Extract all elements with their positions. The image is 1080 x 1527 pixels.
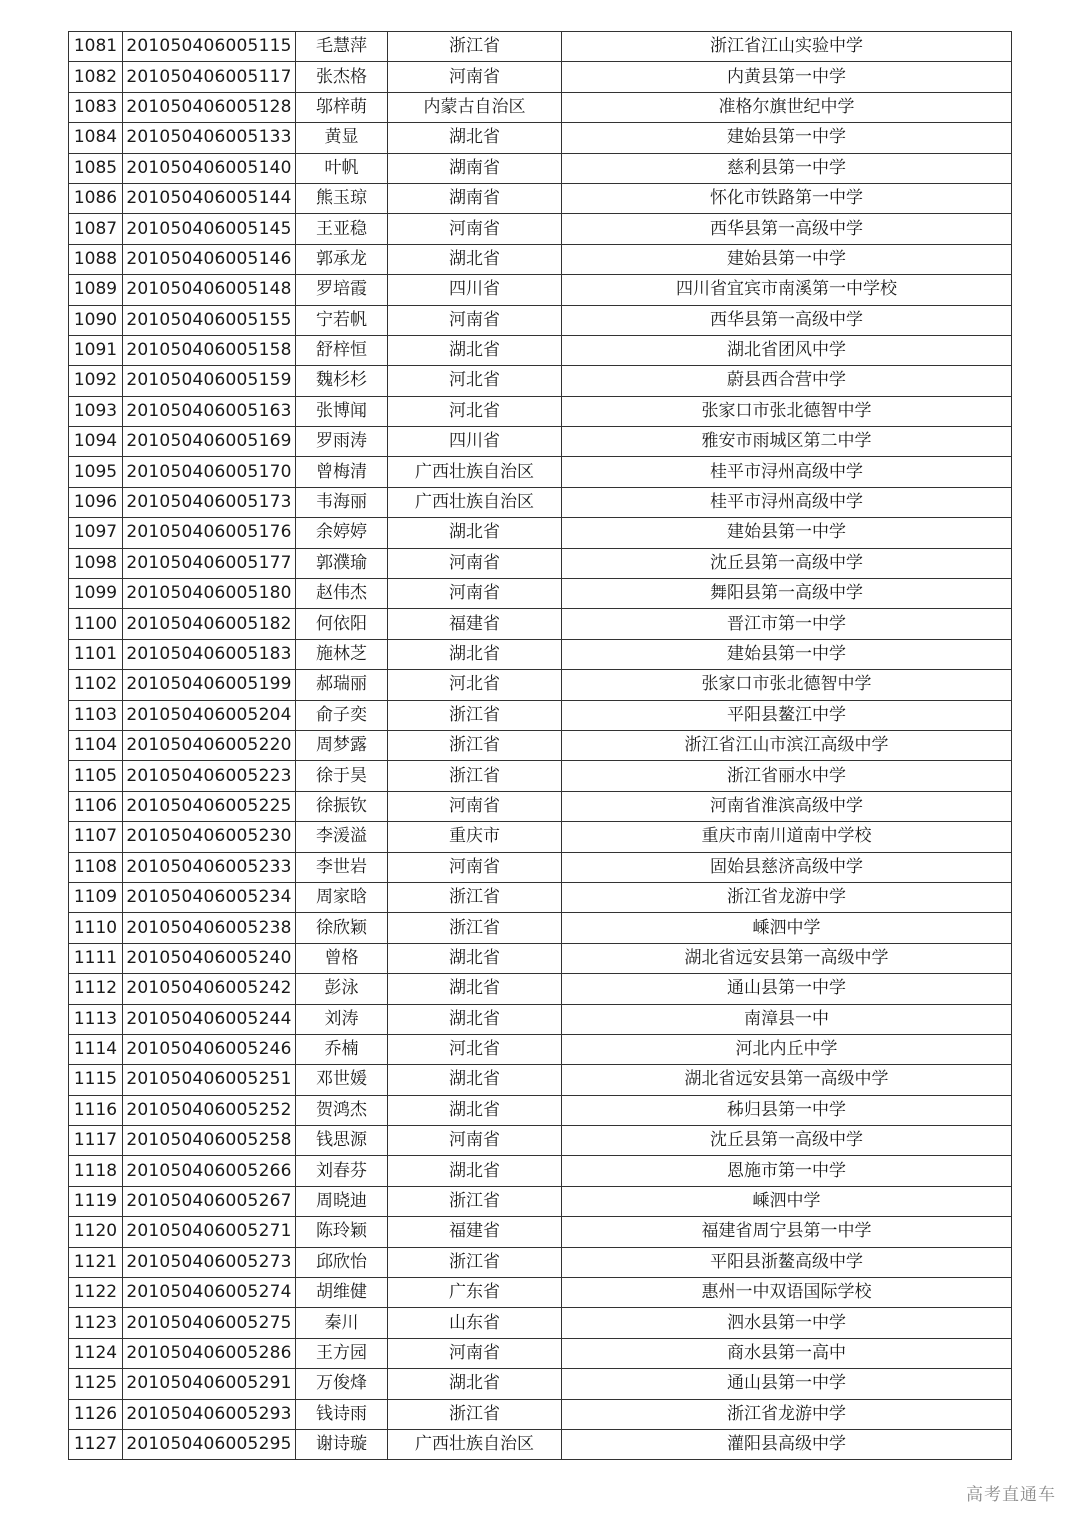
school-cell: 重庆市南川道南中学校 — [562, 822, 1012, 852]
row-number-cell: 1122 — [69, 1278, 123, 1308]
row-number-cell: 1098 — [69, 548, 123, 578]
province-cell: 广东省 — [388, 1278, 562, 1308]
table-row — [69, 730, 1012, 760]
table-row — [69, 974, 1012, 1004]
student-name-cell: 赵伟杰 — [296, 579, 388, 609]
school-cell: 建始县第一中学 — [562, 518, 1012, 548]
school-cell: 浙江省江山市滨江高级中学 — [562, 730, 1012, 760]
exam-id-cell: 201050406005293 — [123, 1399, 296, 1429]
school-cell: 西华县第一高级中学 — [562, 305, 1012, 335]
school-cell: 西华县第一高级中学 — [562, 214, 1012, 244]
table-row — [69, 639, 1012, 669]
exam-id-cell: 201050406005133 — [123, 123, 296, 153]
row-number-cell: 1086 — [69, 183, 123, 213]
province-cell: 浙江省 — [388, 1399, 562, 1429]
student-name-cell: 钱诗雨 — [296, 1399, 388, 1429]
table-row — [69, 913, 1012, 943]
exam-id-cell: 201050406005295 — [123, 1429, 296, 1459]
student-name-cell: 黄显 — [296, 123, 388, 153]
exam-id-cell: 201050406005140 — [123, 153, 296, 183]
exam-id-cell: 201050406005170 — [123, 457, 296, 487]
exam-id-cell: 201050406005266 — [123, 1156, 296, 1186]
province-cell: 浙江省 — [388, 761, 562, 791]
province-cell: 广西壮族自治区 — [388, 457, 562, 487]
table-row — [69, 579, 1012, 609]
student-name-cell: 宁若帆 — [296, 305, 388, 335]
exam-id-cell: 201050406005244 — [123, 1004, 296, 1034]
province-cell: 湖北省 — [388, 123, 562, 153]
row-number-cell: 1119 — [69, 1186, 123, 1216]
exam-id-cell: 201050406005234 — [123, 882, 296, 912]
province-cell: 湖北省 — [388, 518, 562, 548]
province-cell: 四川省 — [388, 275, 562, 305]
table-row — [69, 123, 1012, 153]
school-cell: 晋江市第一中学 — [562, 609, 1012, 639]
school-cell: 平阳县浙鳌高级中学 — [562, 1247, 1012, 1277]
student-name-cell: 乔楠 — [296, 1034, 388, 1064]
student-name-cell: 刘涛 — [296, 1004, 388, 1034]
student-name-cell: 周梦露 — [296, 730, 388, 760]
exam-id-cell: 201050406005128 — [123, 92, 296, 122]
table-row — [69, 1095, 1012, 1125]
student-name-cell: 罗雨涛 — [296, 427, 388, 457]
table-row — [69, 1247, 1012, 1277]
exam-id-cell: 201050406005148 — [123, 275, 296, 305]
student-name-cell: 郭濮瑜 — [296, 548, 388, 578]
school-cell: 四川省宜宾市南溪第一中学校 — [562, 275, 1012, 305]
table-row — [69, 761, 1012, 791]
school-cell: 秭归县第一中学 — [562, 1095, 1012, 1125]
student-name-cell: 余婷婷 — [296, 518, 388, 548]
table-row — [69, 92, 1012, 122]
exam-id-cell: 201050406005252 — [123, 1095, 296, 1125]
row-number-cell: 1083 — [69, 92, 123, 122]
row-number-cell: 1101 — [69, 639, 123, 669]
row-number-cell: 1097 — [69, 518, 123, 548]
row-number-cell: 1110 — [69, 913, 123, 943]
province-cell: 湖北省 — [388, 1065, 562, 1095]
row-number-cell: 1088 — [69, 244, 123, 274]
roster-table-container — [68, 31, 1011, 1460]
row-number-cell: 1091 — [69, 335, 123, 365]
table-row — [69, 882, 1012, 912]
exam-id-cell: 201050406005115 — [123, 32, 296, 62]
exam-id-cell: 201050406005183 — [123, 639, 296, 669]
province-cell: 湖北省 — [388, 974, 562, 1004]
table-row — [69, 214, 1012, 244]
table-row — [69, 305, 1012, 335]
row-number-cell: 1082 — [69, 62, 123, 92]
school-cell: 慈利县第一中学 — [562, 153, 1012, 183]
row-number-cell: 1121 — [69, 1247, 123, 1277]
school-cell: 通山县第一中学 — [562, 974, 1012, 1004]
school-cell: 福建省周宁县第一中学 — [562, 1217, 1012, 1247]
exam-id-cell: 201050406005169 — [123, 427, 296, 457]
student-name-cell: 俞子奕 — [296, 700, 388, 730]
student-name-cell: 王亚稳 — [296, 214, 388, 244]
school-cell: 嵊泗中学 — [562, 913, 1012, 943]
row-number-cell: 1107 — [69, 822, 123, 852]
row-number-cell: 1100 — [69, 609, 123, 639]
row-number-cell: 1087 — [69, 214, 123, 244]
exam-id-cell: 201050406005238 — [123, 913, 296, 943]
school-cell: 南漳县一中 — [562, 1004, 1012, 1034]
exam-id-cell: 201050406005155 — [123, 305, 296, 335]
table-row — [69, 1399, 1012, 1429]
roster-table-body — [69, 32, 1012, 1460]
row-number-cell: 1102 — [69, 670, 123, 700]
school-cell: 桂平市浔州高级中学 — [562, 487, 1012, 517]
school-cell: 怀化市铁路第一中学 — [562, 183, 1012, 213]
exam-id-cell: 201050406005173 — [123, 487, 296, 517]
province-cell: 湖南省 — [388, 183, 562, 213]
row-number-cell: 1126 — [69, 1399, 123, 1429]
table-row — [69, 1186, 1012, 1216]
student-name-cell: 张杰格 — [296, 62, 388, 92]
province-cell: 河南省 — [388, 1126, 562, 1156]
table-row — [69, 335, 1012, 365]
province-cell: 湖北省 — [388, 335, 562, 365]
exam-id-cell: 201050406005177 — [123, 548, 296, 578]
school-cell: 桂平市浔州高级中学 — [562, 457, 1012, 487]
province-cell: 河南省 — [388, 214, 562, 244]
table-row — [69, 852, 1012, 882]
province-cell: 广西壮族自治区 — [388, 487, 562, 517]
row-number-cell: 1125 — [69, 1369, 123, 1399]
student-name-cell: 韦海丽 — [296, 487, 388, 517]
row-number-cell: 1094 — [69, 427, 123, 457]
school-cell: 湖北省远安县第一高级中学 — [562, 1065, 1012, 1095]
student-name-cell: 陈玲颖 — [296, 1217, 388, 1247]
table-row — [69, 32, 1012, 62]
student-name-cell: 郝瑞丽 — [296, 670, 388, 700]
table-row — [69, 366, 1012, 396]
school-cell: 灌阳县高级中学 — [562, 1429, 1012, 1459]
province-cell: 湖北省 — [388, 1156, 562, 1186]
table-row — [69, 1217, 1012, 1247]
student-name-cell: 徐于昊 — [296, 761, 388, 791]
school-cell: 舞阳县第一高级中学 — [562, 579, 1012, 609]
province-cell: 湖北省 — [388, 1095, 562, 1125]
province-cell: 河南省 — [388, 791, 562, 821]
table-row — [69, 1004, 1012, 1034]
student-name-cell: 曾格 — [296, 943, 388, 973]
exam-id-cell: 201050406005273 — [123, 1247, 296, 1277]
row-number-cell: 1081 — [69, 32, 123, 62]
province-cell: 河北省 — [388, 1034, 562, 1064]
province-cell: 福建省 — [388, 609, 562, 639]
student-name-cell: 徐振钦 — [296, 791, 388, 821]
table-row — [69, 518, 1012, 548]
province-cell: 浙江省 — [388, 1247, 562, 1277]
row-number-cell: 1123 — [69, 1308, 123, 1338]
student-name-cell: 魏杉杉 — [296, 366, 388, 396]
province-cell: 湖北省 — [388, 639, 562, 669]
student-name-cell: 曾梅清 — [296, 457, 388, 487]
province-cell: 福建省 — [388, 1217, 562, 1247]
table-row — [69, 1429, 1012, 1459]
exam-id-cell: 201050406005145 — [123, 214, 296, 244]
table-row — [69, 1308, 1012, 1338]
student-name-cell: 叶帆 — [296, 153, 388, 183]
school-cell: 泗水县第一中学 — [562, 1308, 1012, 1338]
exam-id-cell: 201050406005275 — [123, 1308, 296, 1338]
exam-id-cell: 201050406005163 — [123, 396, 296, 426]
province-cell: 浙江省 — [388, 882, 562, 912]
student-name-cell: 周晓迪 — [296, 1186, 388, 1216]
province-cell: 河南省 — [388, 305, 562, 335]
row-number-cell: 1124 — [69, 1338, 123, 1368]
student-name-cell: 邓世媛 — [296, 1065, 388, 1095]
exam-id-cell: 201050406005286 — [123, 1338, 296, 1368]
table-row — [69, 548, 1012, 578]
exam-id-cell: 201050406005220 — [123, 730, 296, 760]
school-cell: 建始县第一中学 — [562, 123, 1012, 153]
table-row — [69, 244, 1012, 274]
province-cell: 河北省 — [388, 396, 562, 426]
student-name-cell: 周家晗 — [296, 882, 388, 912]
province-cell: 河北省 — [388, 366, 562, 396]
province-cell: 湖北省 — [388, 1004, 562, 1034]
exam-id-cell: 201050406005176 — [123, 518, 296, 548]
province-cell: 浙江省 — [388, 32, 562, 62]
province-cell: 四川省 — [388, 427, 562, 457]
row-number-cell: 1113 — [69, 1004, 123, 1034]
school-cell: 浙江省龙游中学 — [562, 882, 1012, 912]
province-cell: 河南省 — [388, 579, 562, 609]
student-name-cell: 李湲溢 — [296, 822, 388, 852]
student-name-cell: 胡维健 — [296, 1278, 388, 1308]
roster-table — [68, 31, 1012, 1460]
exam-id-cell: 201050406005223 — [123, 761, 296, 791]
exam-id-cell: 201050406005230 — [123, 822, 296, 852]
student-name-cell: 刘春芬 — [296, 1156, 388, 1186]
row-number-cell: 1096 — [69, 487, 123, 517]
exam-id-cell: 201050406005199 — [123, 670, 296, 700]
student-name-cell: 邬梓萌 — [296, 92, 388, 122]
student-name-cell: 万俊烽 — [296, 1369, 388, 1399]
province-cell: 河南省 — [388, 1338, 562, 1368]
school-cell: 浙江省丽水中学 — [562, 761, 1012, 791]
school-cell: 浙江省江山实验中学 — [562, 32, 1012, 62]
row-number-cell: 1114 — [69, 1034, 123, 1064]
student-name-cell: 罗培霞 — [296, 275, 388, 305]
table-row — [69, 427, 1012, 457]
exam-id-cell: 201050406005233 — [123, 852, 296, 882]
row-number-cell: 1108 — [69, 852, 123, 882]
watermark: 高考直通车 — [966, 1485, 1056, 1505]
province-cell: 湖南省 — [388, 153, 562, 183]
province-cell: 浙江省 — [388, 700, 562, 730]
table-row — [69, 670, 1012, 700]
row-number-cell: 1092 — [69, 366, 123, 396]
student-name-cell: 郭承龙 — [296, 244, 388, 274]
school-cell: 雅安市雨城区第二中学 — [562, 427, 1012, 457]
row-number-cell: 1090 — [69, 305, 123, 335]
row-number-cell: 1095 — [69, 457, 123, 487]
school-cell: 固始县慈济高级中学 — [562, 852, 1012, 882]
student-name-cell: 秦川 — [296, 1308, 388, 1338]
table-row — [69, 791, 1012, 821]
table-row — [69, 700, 1012, 730]
row-number-cell: 1085 — [69, 153, 123, 183]
row-number-cell: 1127 — [69, 1429, 123, 1459]
exam-id-cell: 201050406005144 — [123, 183, 296, 213]
student-name-cell: 贺鸿杰 — [296, 1095, 388, 1125]
table-row — [69, 1126, 1012, 1156]
exam-id-cell: 201050406005159 — [123, 366, 296, 396]
table-row — [69, 487, 1012, 517]
row-number-cell: 1104 — [69, 730, 123, 760]
student-name-cell: 彭泳 — [296, 974, 388, 1004]
school-cell: 平阳县鳌江中学 — [562, 700, 1012, 730]
school-cell: 沈丘县第一高级中学 — [562, 548, 1012, 578]
row-number-cell: 1111 — [69, 943, 123, 973]
row-number-cell: 1103 — [69, 700, 123, 730]
table-row — [69, 183, 1012, 213]
row-number-cell: 1115 — [69, 1065, 123, 1095]
school-cell: 河南省淮滨高级中学 — [562, 791, 1012, 821]
exam-id-cell: 201050406005267 — [123, 1186, 296, 1216]
table-row — [69, 1369, 1012, 1399]
school-cell: 惠州一中双语国际学校 — [562, 1278, 1012, 1308]
student-name-cell: 李世岩 — [296, 852, 388, 882]
province-cell: 浙江省 — [388, 913, 562, 943]
province-cell: 浙江省 — [388, 1186, 562, 1216]
school-cell: 建始县第一中学 — [562, 244, 1012, 274]
table-row — [69, 822, 1012, 852]
table-row — [69, 62, 1012, 92]
row-number-cell: 1117 — [69, 1126, 123, 1156]
province-cell: 河南省 — [388, 548, 562, 578]
province-cell: 浙江省 — [388, 730, 562, 760]
school-cell: 蔚县西合营中学 — [562, 366, 1012, 396]
school-cell: 通山县第一中学 — [562, 1369, 1012, 1399]
row-number-cell: 1084 — [69, 123, 123, 153]
table-row — [69, 1278, 1012, 1308]
student-name-cell: 王方园 — [296, 1338, 388, 1368]
student-name-cell: 徐欣颖 — [296, 913, 388, 943]
province-cell: 湖北省 — [388, 943, 562, 973]
exam-id-cell: 201050406005291 — [123, 1369, 296, 1399]
province-cell: 湖北省 — [388, 244, 562, 274]
school-cell: 张家口市张北德智中学 — [562, 670, 1012, 700]
table-row — [69, 1034, 1012, 1064]
school-cell: 湖北省远安县第一高级中学 — [562, 943, 1012, 973]
province-cell: 重庆市 — [388, 822, 562, 852]
school-cell: 建始县第一中学 — [562, 639, 1012, 669]
school-cell: 商水县第一高中 — [562, 1338, 1012, 1368]
row-number-cell: 1120 — [69, 1217, 123, 1247]
table-row — [69, 943, 1012, 973]
table-row — [69, 1156, 1012, 1186]
school-cell: 张家口市张北德智中学 — [562, 396, 1012, 426]
exam-id-cell: 201050406005258 — [123, 1126, 296, 1156]
table-row — [69, 1065, 1012, 1095]
row-number-cell: 1109 — [69, 882, 123, 912]
student-name-cell: 毛慧萍 — [296, 32, 388, 62]
student-name-cell: 张博闻 — [296, 396, 388, 426]
exam-id-cell: 201050406005251 — [123, 1065, 296, 1095]
student-name-cell: 谢诗璇 — [296, 1429, 388, 1459]
exam-id-cell: 201050406005246 — [123, 1034, 296, 1064]
student-name-cell: 施林芝 — [296, 639, 388, 669]
exam-id-cell: 201050406005240 — [123, 943, 296, 973]
exam-id-cell: 201050406005158 — [123, 335, 296, 365]
table-row — [69, 609, 1012, 639]
province-cell: 广西壮族自治区 — [388, 1429, 562, 1459]
exam-id-cell: 201050406005117 — [123, 62, 296, 92]
province-cell: 河北省 — [388, 670, 562, 700]
exam-id-cell: 201050406005180 — [123, 579, 296, 609]
table-row — [69, 153, 1012, 183]
row-number-cell: 1112 — [69, 974, 123, 1004]
exam-id-cell: 201050406005274 — [123, 1278, 296, 1308]
table-row — [69, 1338, 1012, 1368]
table-row — [69, 457, 1012, 487]
school-cell: 河北内丘中学 — [562, 1034, 1012, 1064]
row-number-cell: 1105 — [69, 761, 123, 791]
exam-id-cell: 201050406005242 — [123, 974, 296, 1004]
school-cell: 恩施市第一中学 — [562, 1156, 1012, 1186]
province-cell: 山东省 — [388, 1308, 562, 1338]
school-cell: 嵊泗中学 — [562, 1186, 1012, 1216]
row-number-cell: 1089 — [69, 275, 123, 305]
province-cell: 湖北省 — [388, 1369, 562, 1399]
row-number-cell: 1106 — [69, 791, 123, 821]
exam-id-cell: 201050406005225 — [123, 791, 296, 821]
row-number-cell: 1116 — [69, 1095, 123, 1125]
table-row — [69, 275, 1012, 305]
province-cell: 内蒙古自治区 — [388, 92, 562, 122]
exam-id-cell: 201050406005182 — [123, 609, 296, 639]
row-number-cell: 1093 — [69, 396, 123, 426]
school-cell: 内黄县第一中学 — [562, 62, 1012, 92]
student-name-cell: 熊玉琼 — [296, 183, 388, 213]
school-cell: 沈丘县第一高级中学 — [562, 1126, 1012, 1156]
student-name-cell: 何依阳 — [296, 609, 388, 639]
exam-id-cell: 201050406005271 — [123, 1217, 296, 1247]
school-cell: 准格尔旗世纪中学 — [562, 92, 1012, 122]
student-name-cell: 邱欣怡 — [296, 1247, 388, 1277]
table-row — [69, 396, 1012, 426]
exam-id-cell: 201050406005146 — [123, 244, 296, 274]
row-number-cell: 1118 — [69, 1156, 123, 1186]
province-cell: 河南省 — [388, 852, 562, 882]
school-cell: 湖北省团风中学 — [562, 335, 1012, 365]
province-cell: 河南省 — [388, 62, 562, 92]
student-name-cell: 舒梓恒 — [296, 335, 388, 365]
school-cell: 浙江省龙游中学 — [562, 1399, 1012, 1429]
student-name-cell: 钱思源 — [296, 1126, 388, 1156]
exam-id-cell: 201050406005204 — [123, 700, 296, 730]
row-number-cell: 1099 — [69, 579, 123, 609]
